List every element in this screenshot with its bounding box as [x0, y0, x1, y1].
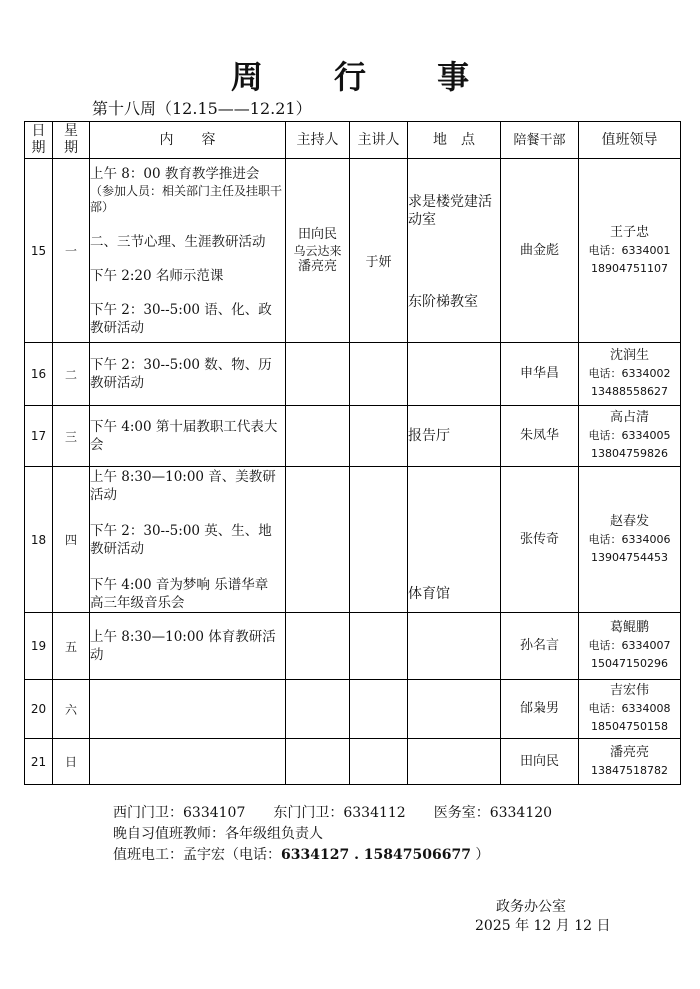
leader-cell — [579, 467, 681, 613]
table-row — [25, 159, 681, 343]
week-range: 第十八周（12.15——12.21） — [92, 99, 312, 118]
header-row — [25, 122, 681, 159]
leader-mobile: 13804759826 — [591, 447, 668, 460]
location-cell — [408, 739, 501, 785]
table-row — [25, 406, 681, 467]
host-cell — [286, 739, 350, 785]
content-cell — [90, 406, 286, 467]
weekday-cell: 三 — [53, 406, 90, 467]
leader-phone: 电话：6334006 — [588, 532, 671, 546]
location-name: 东阶梯教室 — [408, 293, 478, 310]
leader-phone: 电话：6334005 — [588, 429, 671, 442]
content-item: 上午 8:30—10:00 音、美教研活动 — [90, 468, 276, 503]
weekday-cell: 五 — [53, 613, 90, 680]
date-cell: 20 — [25, 680, 53, 739]
weekday-cell: 日 — [53, 739, 90, 785]
leader-cell — [579, 406, 681, 467]
weekday-cell: 四 — [53, 467, 90, 613]
leader-name: 王子忠 — [609, 224, 649, 240]
location-cell — [408, 159, 501, 343]
content-cell — [90, 680, 286, 739]
host-cell — [286, 467, 350, 613]
date-cell: 16 — [25, 343, 53, 406]
header-speaker: 主讲人 — [350, 122, 408, 159]
date-cell: 15 — [25, 159, 53, 343]
content-cell — [90, 343, 286, 406]
date-cell: 19 — [25, 613, 53, 680]
weekday-cell: 二 — [53, 343, 90, 406]
location-cell — [408, 680, 501, 739]
host-cell — [286, 159, 350, 343]
content-item: 下午 2：30--5:00 语、化、政教研活动 — [90, 301, 272, 336]
header-date: 日期 — [25, 122, 53, 159]
content-cell — [90, 467, 286, 613]
footer-electrician — [113, 844, 489, 864]
host-cell — [286, 343, 350, 406]
host-name: 潘亮亮 — [297, 258, 337, 274]
weekday-cell: 六 — [53, 680, 90, 739]
meal-cell: 申华昌 — [501, 343, 579, 406]
leader-name: 葛鲲鹏 — [609, 620, 649, 635]
electrician-end: ） — [470, 847, 490, 863]
leader-mobile: 18904751107 — [591, 261, 668, 275]
content-item: 下午 2：30--5:00 数、物、历教研活动 — [90, 357, 272, 391]
electrician-label: 值班电工：孟宇宏（电话： — [113, 847, 281, 863]
speaker-cell — [350, 680, 408, 739]
leader-phone: 电话：6334007 — [588, 639, 671, 652]
footer-phones: 西门门卫：6334107 东门门卫：6334112 医务室：6334120 — [113, 805, 553, 821]
leader-name: 赵春发 — [609, 513, 649, 529]
speaker-cell — [350, 343, 408, 406]
leader-cell — [579, 680, 681, 739]
leader-cell — [579, 739, 681, 785]
content-cell — [90, 159, 286, 343]
leader-name: 吉宏伟 — [609, 683, 649, 698]
leader-mobile: 13847518782 — [591, 763, 668, 777]
leader-name: 沈润生 — [609, 348, 649, 363]
speaker-cell — [350, 467, 408, 613]
content-item: 下午 4:00 音为梦响 乐谱华章 高三年级音乐会 — [90, 576, 269, 611]
issue-date: 2025 年 12 月 12 日 — [475, 918, 611, 934]
header-content: 内 容 — [90, 122, 286, 159]
header-meal: 陪餐干部 — [501, 122, 579, 159]
location-cell — [408, 467, 501, 613]
date-cell: 21 — [25, 739, 53, 785]
header-leader: 值班领导 — [579, 122, 681, 159]
host-cell — [286, 406, 350, 467]
meal-cell: 田向民 — [501, 739, 579, 785]
leader-cell — [579, 613, 681, 680]
speaker-cell — [350, 739, 408, 785]
leader-cell — [579, 159, 681, 343]
meal-cell: 曲金彪 — [501, 159, 579, 343]
date-cell: 17 — [25, 406, 53, 467]
location-cell — [408, 406, 501, 467]
footer-evening-duty: 晚自习值班教师：各年级组负责人 — [113, 826, 323, 842]
content-item: 上午 8：00 教育教学推进会 — [90, 165, 260, 182]
location-name: 求是楼党建活动室 — [408, 193, 492, 228]
meal-cell: 张传奇 — [501, 467, 579, 613]
weekday-cell: 一 — [53, 159, 90, 343]
speaker-cell — [350, 613, 408, 680]
table-row — [25, 680, 681, 739]
table-row — [25, 739, 681, 785]
header-weekday: 星期 — [53, 122, 90, 159]
leader-cell — [579, 343, 681, 406]
meal-cell: 孙名言 — [501, 613, 579, 680]
office-signature: 政务办公室 — [496, 899, 566, 915]
table-row — [25, 467, 681, 613]
host-cell — [286, 613, 350, 680]
leader-phone: 电话：6334002 — [588, 367, 671, 380]
content-item: 二、三节心理、生涯教研活动 — [90, 233, 266, 250]
header-host: 主持人 — [286, 122, 350, 159]
host-cell — [286, 680, 350, 739]
host-name: 乌云达来 — [293, 243, 342, 258]
page-title: 周 行 事 — [230, 58, 500, 96]
leader-phone: 电话：6334001 — [588, 243, 671, 257]
content-item: 下午 4:00 第十届教职工代表大会 — [90, 419, 278, 453]
content-item: 下午 2：30--5:00 英、生、地教研活动 — [90, 522, 272, 557]
content-item: 上午 8:30—10:00 体育教研活动 — [90, 629, 276, 663]
host-name: 田向民 — [297, 226, 337, 242]
location-name: 报告厅 — [408, 428, 450, 444]
speaker-cell — [350, 406, 408, 467]
leader-phone: 电话：6334008 — [588, 702, 671, 715]
content-cell — [90, 613, 286, 680]
schedule-table — [24, 121, 681, 785]
leader-mobile: 18504750158 — [591, 720, 668, 733]
location-cell — [408, 343, 501, 406]
date-cell: 18 — [25, 467, 53, 613]
meal-cell: 邰枭男 — [501, 680, 579, 739]
table-row — [25, 343, 681, 406]
content-item: 下午 2:20 名师示范课 — [90, 267, 224, 284]
leader-name: 潘亮亮 — [609, 744, 649, 760]
table-row — [25, 613, 681, 680]
leader-mobile: 13488558627 — [591, 385, 668, 398]
leader-mobile: 13904754453 — [591, 550, 668, 564]
location-cell — [408, 613, 501, 680]
speaker-name: 于妍 — [365, 255, 392, 270]
speaker-cell — [350, 159, 408, 343]
header-location: 地 点 — [408, 122, 501, 159]
electrician-phone: 6334127 . 15847506677 — [281, 847, 471, 863]
leader-mobile: 15047150296 — [591, 657, 668, 670]
location-name: 体育馆 — [408, 585, 450, 602]
leader-name: 高占清 — [609, 410, 649, 425]
meal-cell: 朱凤华 — [501, 406, 579, 467]
content-cell — [90, 739, 286, 785]
content-note: （参加人员：相关部门主任及挂职干部） — [90, 183, 283, 214]
